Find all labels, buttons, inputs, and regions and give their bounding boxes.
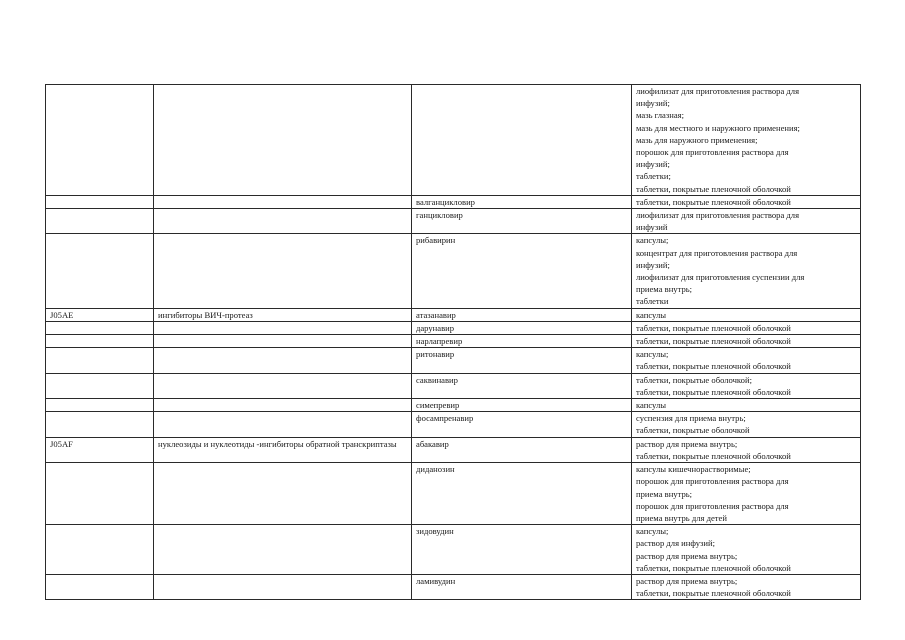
dosage-form-line: лиофилизат для приготовления раствора для [636,210,800,221]
dosage-form-line: концентрат для приготовления раствора для [636,247,798,258]
atc-code-cell [46,321,154,334]
drug-name-cell: диданозин [412,463,632,525]
pharmacological-group-cell [154,412,412,437]
atc-code-cell [46,574,154,599]
dosage-form-cell [632,209,861,234]
dosage-form-cell [632,335,861,348]
table-row [46,399,861,412]
drug-name-cell: валганцикловир [412,195,632,208]
dosage-form-cell [632,412,861,437]
pharmacological-group-cell [154,335,412,348]
dosage-form-line: суспензия для приема внутрь; [636,413,746,424]
dosage-form-line: лиофилизат для приготовления раствора для [636,86,800,96]
pharmacological-group-cell [154,399,412,412]
pharmacological-group-cell [154,348,412,373]
drug-name-cell: зидовудин [412,525,632,575]
atc-code-cell [46,335,154,348]
atc-code-cell [46,195,154,208]
table-row [46,85,861,196]
dosage-form-line: таблетки, покрытые пленочной оболочкой [636,386,791,397]
dosage-form-cell [632,525,861,575]
table-row [46,525,861,575]
dosage-form-line: капсулы; [636,526,669,537]
dosage-form-line: капсулы [636,309,667,320]
table-row [46,437,861,462]
dosage-form-cell [632,574,861,599]
dosage-form-cell [632,234,861,308]
atc-code-cell [46,373,154,398]
drug-name-cell: нарлапревир [412,335,632,348]
dosage-form-cell [632,463,861,525]
dosage-form-line: приема внутрь; [636,284,693,295]
dosage-form-line: приема внутрь для детей [636,512,727,523]
dosage-form-line: таблетки, покрытые пленочной оболочкой [636,322,791,333]
dosage-form-line: мазь глазная; [636,110,684,121]
drug-name-cell: симепревир [412,399,632,412]
pharmacological-group-cell [154,195,412,208]
dosage-form-cell [632,308,861,321]
dosage-form-line: таблетки, покрытые пленочной оболочкой [636,450,791,461]
dosage-form-line: раствор для приема внутрь; [636,438,738,449]
drug-name-cell: абакавир [412,437,632,462]
dosage-form-line: капсулы [636,400,667,411]
table-row [46,321,861,334]
drug-name-cell: дарунавир [412,321,632,334]
dosage-form-line: мазь для местного и наружного применения; [636,122,800,133]
dosage-form-cell [632,321,861,334]
table-row [46,574,861,599]
dosage-form-line: таблетки, покрытые пленочной оболочкой [636,562,791,573]
dosage-form-line: инфузий; [636,159,670,170]
dosage-form-line: инфузий; [636,98,670,109]
drug-name-cell: ламивудин [412,574,632,599]
table-row [46,348,861,373]
atc-code-cell [46,348,154,373]
drug-name-cell: фосампренавир [412,412,632,437]
dosage-form-line: инфузий; [636,259,670,270]
pharmacological-group-cell [154,463,412,525]
dosage-form-line: раствор для приема внутрь; [636,575,738,586]
table-row [46,195,861,208]
pharmacological-group-cell [154,373,412,398]
dosage-form-line: капсулы; [636,235,669,246]
dosage-form-line: порошок для приготовления раствора для [636,147,789,158]
table-row [46,335,861,348]
dosage-form-cell [632,195,861,208]
pharmacological-group-cell: нуклеозиды и нуклеотиды -ингибиторы обратной транскриптазы [154,437,412,462]
pharmacological-group-cell [154,321,412,334]
dosage-form-line: лиофилизат для приготовления суспензии для [636,272,805,283]
dosage-form-line: таблетки, покрытые пленочной оболочкой [636,183,791,194]
drug-name-cell: ганцикловир [412,209,632,234]
dosage-form-cell [632,85,861,196]
pharmacological-group-cell [154,525,412,575]
dosage-form-line: таблетки, покрытые пленочной оболочкой [636,588,791,599]
dosage-form-line: порошок для приготовления раствора для [636,476,789,487]
atc-code-cell [46,234,154,308]
dosage-form-line: раствор для приема внутрь; [636,550,738,561]
table-row [46,234,861,308]
drug-name-cell: рибавирин [412,234,632,308]
dosage-form-line: таблетки, покрытые оболочкой; [636,374,752,385]
table-body [46,85,861,600]
drug-name-cell: саквинавир [412,373,632,398]
dosage-form-line: таблетки, покрытые оболочкой [636,425,750,436]
drug-name-cell [412,85,632,196]
atc-code-cell: J05AF [46,437,154,462]
dosage-form-line: таблетки, покрытые пленочной оболочкой [636,361,791,372]
pharmacological-group-cell [154,209,412,234]
pharmacological-group-cell: ингибиторы ВИЧ-протеаз [154,308,412,321]
dosage-form-line: таблетки; [636,171,671,182]
atc-code-cell [46,412,154,437]
dosage-form-line: приема внутрь; [636,488,693,499]
pharmacological-group-cell [154,85,412,196]
table-row [46,373,861,398]
dosage-form-line: капсулы; [636,349,669,360]
atc-code-cell [46,85,154,196]
atc-code-cell: J05AE [46,308,154,321]
pharmacological-group-cell [154,574,412,599]
pharmacological-group-cell [154,234,412,308]
dosage-form-line: раствор для инфузий; [636,538,716,549]
atc-code-cell [46,463,154,525]
dosage-form-line: мазь для наружного применения; [636,134,758,145]
drug-name-cell: ритонавир [412,348,632,373]
dosage-form-cell [632,348,861,373]
table-row [46,209,861,234]
dosage-form-line: инфузий [636,222,668,233]
dosage-form-cell [632,437,861,462]
dosage-form-cell [632,399,861,412]
atc-code-cell [46,209,154,234]
table-row [46,308,861,321]
dosage-form-cell [632,373,861,398]
drug-list-table [45,84,861,600]
atc-code-cell [46,399,154,412]
table-row [46,412,861,437]
dosage-form-line: порошок для приготовления раствора для [636,500,789,511]
atc-code-cell [46,525,154,575]
dosage-form-line: таблетки, покрытые пленочной оболочкой [636,336,791,347]
drug-name-cell: атазанавир [412,308,632,321]
dosage-form-line: капсулы кишечнорастворимые; [636,464,751,475]
table-row [46,463,861,525]
dosage-form-line: таблетки [636,296,669,307]
dosage-form-line: таблетки, покрытые пленочной оболочкой [636,196,791,207]
